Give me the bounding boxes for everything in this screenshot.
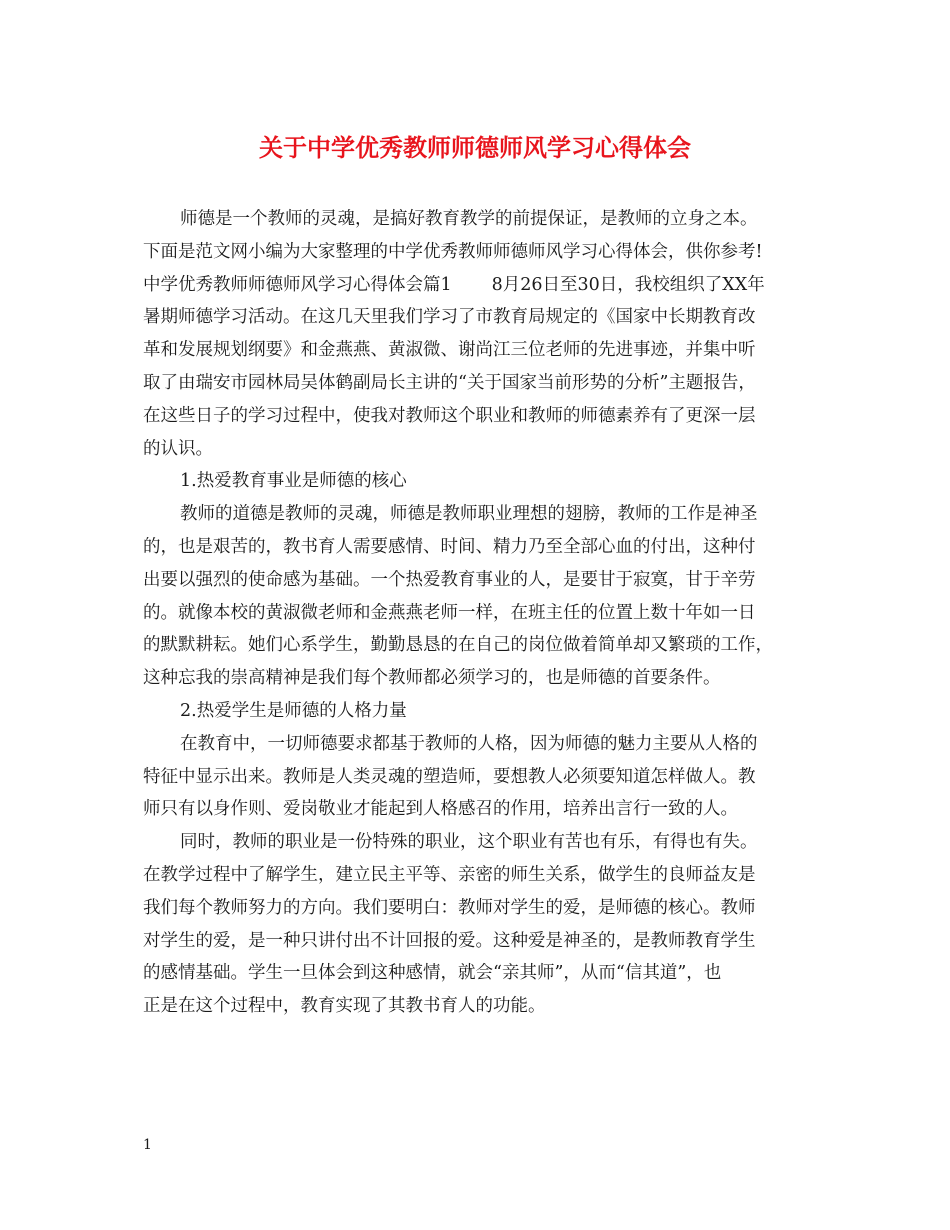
paragraph-line: 师德是一个教师的灵魂，是搞好教育教学的前提保证，是教师的立身之本。 [180,209,758,229]
paragraph-line: 的，也是艰苦的，教书育人需要感情、时间、精力乃至全部心血的付出，这种付 [143,536,756,557]
document-body [143,203,823,1023]
paragraph-line: 同时，教师的职业是一份特殊的职业，这个职业有苦也有乐，有得也有失。 [180,832,758,853]
paragraph-text: 8月26日至30日，我校组织了XX年 [491,274,765,295]
section-heading: 2.热爱学生是师德的人格力量 [180,700,407,721]
paragraph-line: 正是在这个过程中，教育实现了其教书育人的功能。 [143,996,546,1017]
paragraph-line: 的认识。 [143,438,213,459]
paragraph-line: 这种忘我的崇高精神是我们每个教师都必须学习的，也是师德的首要条件。 [143,668,721,689]
paragraph-line: 师只有以身作则、爱岗敬业才能起到人格感召的作用，培养出言行一致的人。 [143,799,738,820]
section-heading: 1.热爱教育事业是师德的核心 [180,471,407,492]
paragraph-line: 暑期师德学习活动。在这几天里我们学习了市教育局规定的《国家中长期教育改 [143,307,756,328]
paragraph-line: 在教学过程中了解学生，建立民主平等、亲密的师生关系，做学生的良师益友是 [143,864,756,885]
paragraph-line: 对学生的爱，是一种只讲付出不计回报的爱。这种爱是神圣的，是教师教育学生 [143,930,756,951]
section-heading: 中学优秀教师师德师风学习心得体会篇1 [143,274,452,295]
paragraph-line: 在这些日子的学习过程中，使我对教师这个职业和教师的师德素养有了更深一层 [143,405,756,426]
paragraph-line: 我们每个教师努力的方向。我们要明白：教师对学生的爱，是师德的核心。教师 [143,897,756,918]
paragraph-line: 的默默耕耘。她们心系学生，勤勤恳恳的在自己的岗位做着简单却又繁琐的工作， [143,635,773,656]
paragraph-line: 的。就像本校的黄淑微老师和金燕燕老师一样，在班主任的位置上数十年如一日 [143,602,756,623]
paragraph-line: 在教育中，一切师德要求都基于教师的人格，因为师德的魅力主要从人格的 [180,733,758,754]
paragraph-line: 的感情基础。学生一旦体会到这种感情，就会“亲其师”，从而“信其道”，也 [143,963,722,984]
paragraph-line: 革和发展规划纲要》和金燕燕、黄淑微、谢尚江三位老师的先进事迹，并集中听 [143,340,756,361]
paragraph-line: 取了由瑞安市园林局吴体鹤副局长主讲的“关于国家当前形势的分析”主题报告， [143,372,756,393]
paragraph-line: 下面是范文网小编为大家整理的中学优秀教师师德师风学习心得体会，供你参考! [143,241,763,262]
paragraph-line: 出要以强烈的使命感为基础。一个热爱教育事业的人，是要甘于寂寞，甘于辛劳 [143,569,756,590]
document-title: 关于中学优秀教师师德师风学习心得体会 [259,133,691,162]
paragraph-line [143,269,823,302]
page-number: 1 [143,1137,152,1153]
paragraph-line: 教师的道德是教师的灵魂，师德是教师职业理想的翅膀，教师的工作是神圣 [180,504,758,525]
paragraph-line: 特征中显示出来。教师是人类灵魂的塑造师，要想教人必须要知道怎样做人。教 [143,766,756,787]
